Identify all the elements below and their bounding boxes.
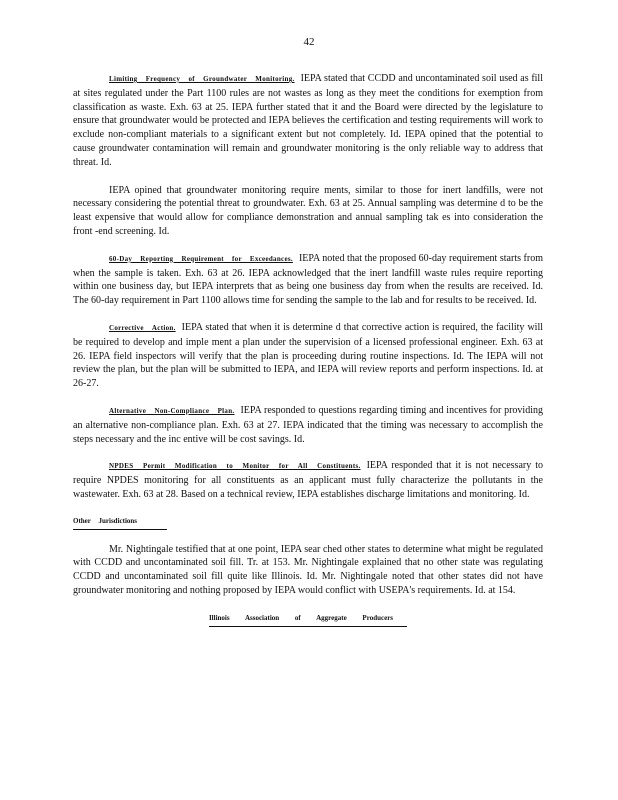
- paragraph-60-day-reporting: [73, 252, 543, 308]
- paragraph-text: IEPA responded to questions regarding timing and incentives for providing an alternative non-compliance plan. Exh. 63 at 27. IEPA indicated that the timing was necessary to accomplish the steps necessary and the inc entive will be cost savings. Id.: [73, 404, 543, 445]
- heading-text: Illinois Association of Aggregate Producers: [209, 612, 407, 627]
- heading-limiting-frequency: Limiting Frequency of Groundwater Monitoring.: [109, 75, 295, 83]
- heading-corrective-action: Corrective Action.: [109, 323, 176, 332]
- paragraph-text: IEPA stated that CCDD and uncontaminated soil used as fill at sites regulated under the Part 1100 rules are not wastes as long as they meet the conditions for exemption from classification as waste. Exh. 63 at 25. IEPA further stated that it and the Board were directed by the legislature to ensure that groundwater would be protected and IEPA believes the certification and testing requirements will work to exclude non-compliant materials to a significant extent but not completely. Id. IEPA opined that the potential to cause groundwater contamination will remain and groundwater monitoring is the only reliable way to address that threat. Id.: [73, 73, 543, 168]
- document-body: [73, 72, 543, 627]
- page-number: 42: [303, 36, 315, 48]
- heading-npdes-permit: NPDES Permit Modification to Monitor for All Constituents.: [109, 462, 361, 471]
- heading-60-day-reporting: 60-Day Reporting Requirement for Exceedances.: [109, 254, 293, 263]
- paragraph-other-jurisdictions: [73, 543, 543, 598]
- paragraph-groundwater-monitoring: [73, 72, 543, 170]
- paragraph-text: Mr. Nightingale testified that at one point, IEPA sear ched other states to determine what might be regulated with CCDD and uncontaminated soil fill. Tr. at 153. Mr. Nightingale explained that no other state was regulating CCDD and uncontaminated soil fill quite like Illinois. Id. Mr. Nightingale noted that other states did not have groundwater monitoring and nothing proposed by IEPA would conflict with USEPA's requirements. Id. at 154.: [73, 543, 543, 596]
- paragraph-text: IEPA stated that when it is determine d that corrective action is required, the facility will be required to develop and imple ment a plan under the supervision of a licensed professional engineer. Exh. 63 at 26. IEPA field inspectors will verify that the plan is proceeding during routine inspections. Id. The IEPA will not review the plan, but the plan will be submitted to IEPA, and IEPA will review reports and perform inspections. Id. at 26-27.: [73, 321, 543, 390]
- section-heading-aggregate-producers: [73, 612, 543, 627]
- section-heading-other-jurisdictions: Other Jurisdictions: [73, 515, 167, 530]
- paragraph-corrective-action: [73, 321, 543, 391]
- paragraph-alternative-plan: [73, 404, 543, 446]
- paragraph-text: IEPA noted that the proposed 60-day requirement starts from when the sample is taken. Exh. 63 at 26. IEPA acknowledged that the inert landfill waste rules require reporting within one business day, but IEPA interprets that as being one business day from when the results are received. Id. The 60-day requirement in Part 1100 allows time for sending the sample to the lab and for results to be received. Id.: [73, 252, 543, 307]
- heading-alternative-plan: Alternative Non-Compliance Plan.: [109, 406, 235, 415]
- paragraph-npdes-permit: [73, 459, 543, 501]
- paragraph-text: IEPA opined that groundwater monitoring require ments, similar to those for inert landfills, were not necessary considering the potential threat to groundwater. Exh. 63 at 25. Annual sampling was determine d to be the least expensive that would allow for compliance demonstration and annual sampling tak es into consideration the front -end screening. Id.: [73, 184, 543, 237]
- paragraph-annual-sampling: [73, 184, 543, 239]
- paragraph-text: IEPA responded that it is not necessary to require NPDES monitoring for all constituents as an applicant must fully characterize the pollutants in the wastewater. Exh. 63 at 28. Based on a technical review, IEPA establishes discharge limitations and monitoring. Id.: [73, 460, 543, 500]
